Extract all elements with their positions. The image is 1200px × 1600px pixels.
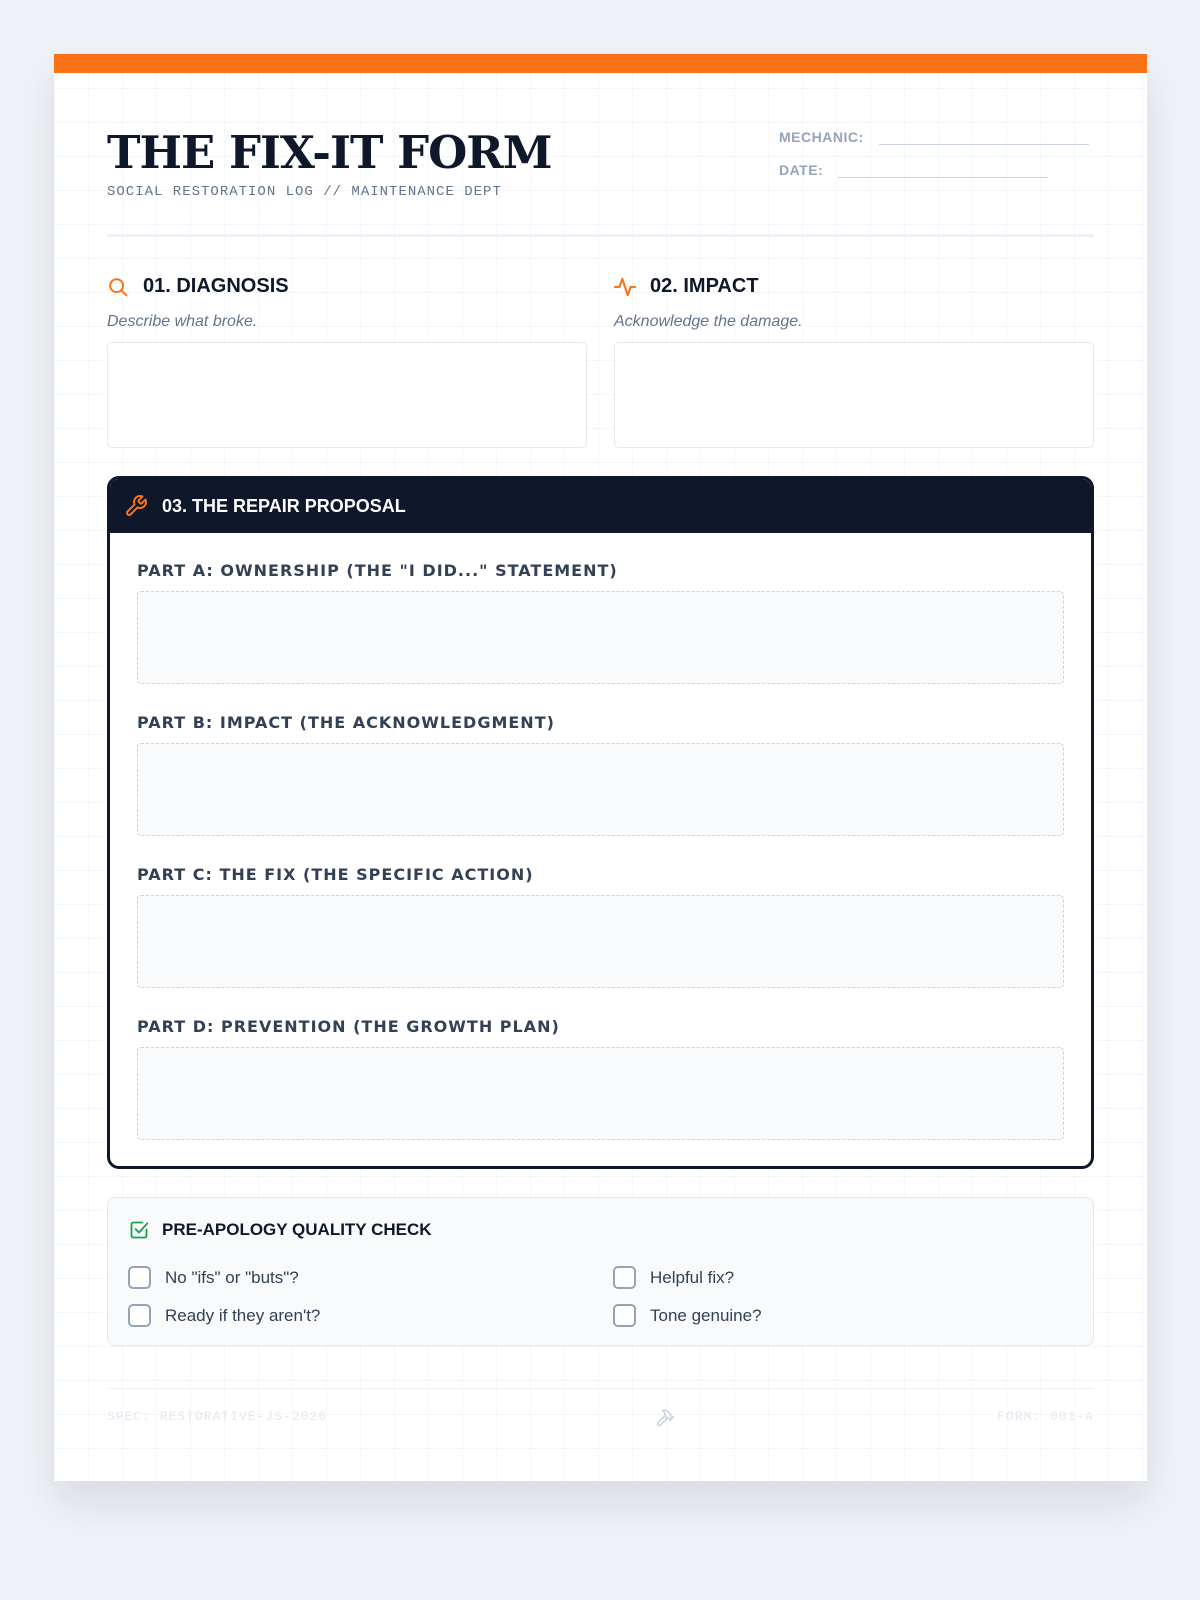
impact-title: 02. IMPACT xyxy=(650,275,759,297)
checkbox[interactable] xyxy=(128,1266,151,1289)
repair-proposal-title: 03. THE REPAIR PROPOSAL xyxy=(162,495,406,516)
part-a xyxy=(137,563,1064,684)
check-label: Tone genuine? xyxy=(650,1305,762,1325)
wrench-icon xyxy=(124,494,148,518)
check-item-tone-genuine[interactable] xyxy=(613,1304,762,1327)
quality-check-header xyxy=(129,1220,432,1240)
part-d-textarea[interactable] xyxy=(137,1047,1064,1140)
part-d-label: PART D: PREVENTION (THE GROWTH PLAN) xyxy=(137,1017,560,1036)
part-c xyxy=(137,867,1064,988)
form-title: THE FIX-IT FORM xyxy=(107,126,552,179)
impact-textarea[interactable] xyxy=(614,342,1094,448)
footer-divider xyxy=(107,1388,1094,1389)
part-d xyxy=(137,1019,1064,1140)
search-icon xyxy=(107,276,129,298)
quality-check-title: PRE-APOLOGY QUALITY CHECK xyxy=(162,1220,432,1239)
part-b xyxy=(137,715,1064,836)
footer-form-id: FORM: 001-A xyxy=(997,1409,1094,1424)
mechanic-label: MECHANIC: xyxy=(779,129,864,145)
pulse-icon xyxy=(614,276,636,298)
impact-subtitle: Acknowledge the damage. xyxy=(614,313,803,330)
check-item-no-ifs[interactable] xyxy=(128,1266,299,1289)
check-label: Ready if they aren't? xyxy=(165,1305,321,1325)
checkbox[interactable] xyxy=(613,1266,636,1289)
quality-check-panel xyxy=(107,1197,1094,1346)
part-b-textarea[interactable] xyxy=(137,743,1064,836)
header-divider xyxy=(107,234,1094,237)
repair-proposal-header xyxy=(110,479,1091,533)
check-label: No "ifs" or "buts"? xyxy=(165,1267,299,1287)
diagnosis-header xyxy=(107,275,289,298)
form-sheet xyxy=(54,54,1147,1481)
checkbox-icon xyxy=(129,1220,149,1240)
date-input-line[interactable] xyxy=(838,177,1048,178)
part-a-textarea[interactable] xyxy=(137,591,1064,684)
impact-header xyxy=(614,275,759,298)
hammer-icon xyxy=(655,1408,675,1433)
repair-proposal-panel xyxy=(107,476,1094,1169)
diagnosis-subtitle: Describe what broke. xyxy=(107,313,258,330)
part-c-label: PART C: THE FIX (THE SPECIFIC ACTION) xyxy=(137,865,534,884)
checkbox[interactable] xyxy=(613,1304,636,1327)
footer-spec: SPEC: RESTORATIVE-JS-2026 xyxy=(107,1409,328,1424)
date-field xyxy=(779,162,1048,178)
date-label: DATE: xyxy=(779,162,824,178)
checkbox[interactable] xyxy=(128,1304,151,1327)
check-label: Helpful fix? xyxy=(650,1267,735,1287)
mechanic-input-line[interactable] xyxy=(879,144,1089,145)
part-c-textarea[interactable] xyxy=(137,895,1064,988)
check-item-helpful-fix[interactable] xyxy=(613,1266,734,1289)
part-b-label: PART B: IMPACT (THE ACKNOWLEDGMENT) xyxy=(137,713,555,732)
part-a-label: PART A: OWNERSHIP (THE "I DID..." STATEMENT) xyxy=(137,561,618,580)
check-item-ready[interactable] xyxy=(128,1304,320,1327)
diagnosis-title: 01. DIAGNOSIS xyxy=(143,275,289,297)
diagnosis-textarea[interactable] xyxy=(107,342,587,448)
form-subtitle: SOCIAL RESTORATION LOG // MAINTENANCE DEPT xyxy=(107,184,502,200)
mechanic-field xyxy=(779,129,1089,145)
accent-bar xyxy=(54,54,1147,73)
